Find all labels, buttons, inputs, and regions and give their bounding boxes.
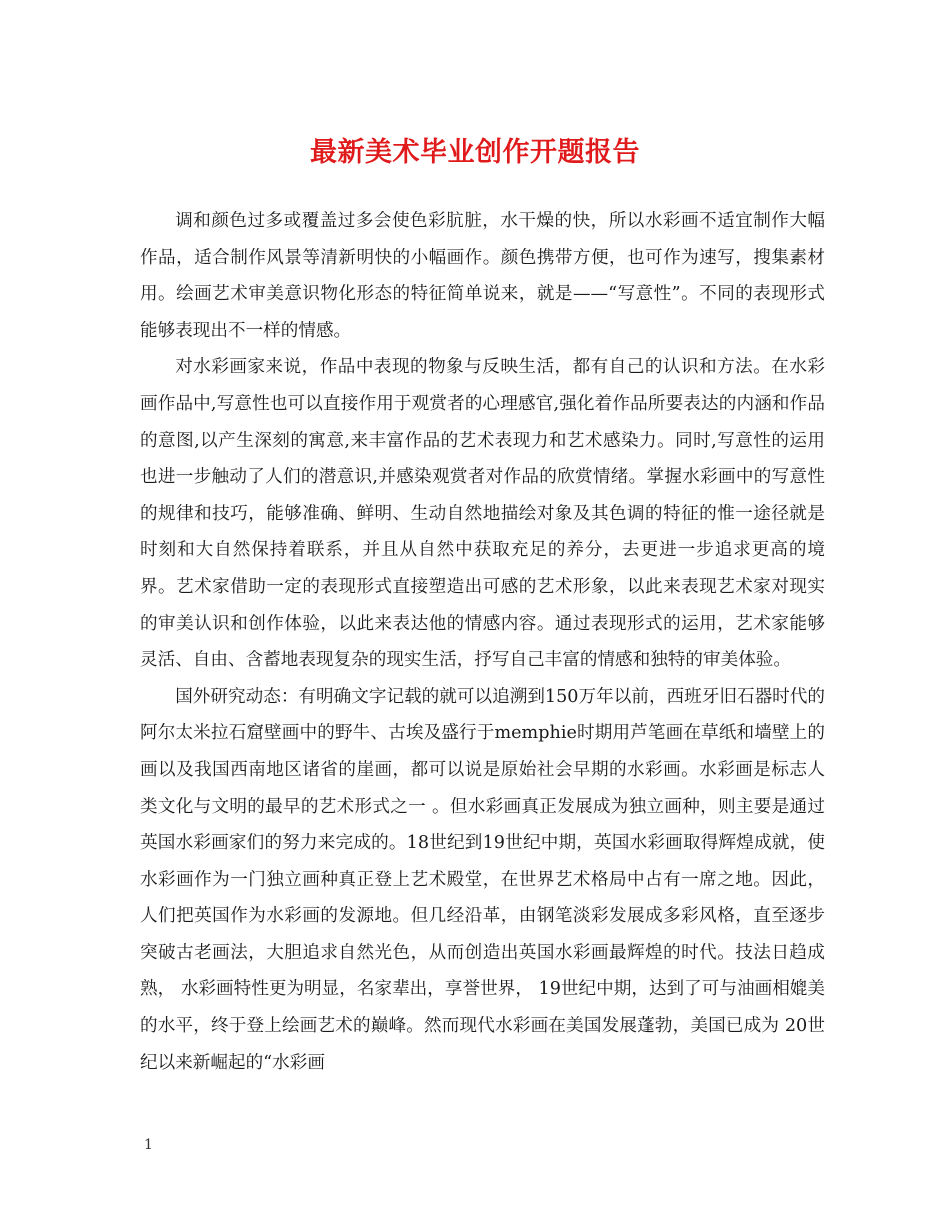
paragraph-1: 调和颜色过多或覆盖过多会使色彩肮脏，水干燥的快，所以水彩画不适宜制作大幅作品，适合制作风景等清新明快的小幅画作。颜色携带方便，也可作为速写，搜集素材用。绘画艺术审美意识物化形态的特征简单说来，就是——“写意性”。不同的表现形式能够表现出不一样的情感。 (140, 211, 825, 341)
document-body (140, 203, 825, 1081)
paragraph-3: 国外研究动态：有明确文字记载的就可以追溯到150万年以前，西班牙旧石器时代的阿尔太米拉石窟壁画中的野牛、古埃及盛行于memphie时期用芦笔画在草纸和墙壁上的画以及我国西南地区诸省的崖画，都可以说是原始社会早期的水彩画。水彩画是标志人类文化与文明的最早的艺术形式之一 。但水彩画真正发展成为独立画种，则主要是通过英国水彩画家们的努力来完成的。18世纪到19世纪中期，英国水彩画取得辉煌成就，使水彩画作为一门独立画种真正登上艺术殿堂，在世界艺术格局中占有一席之地。因此，人们把英国作为水彩画的发源地。但几经沿革，由钢笔淡彩发展成多彩风格，直至逐步突破古老画法，大胆追求自然光色，从而创造出英国水彩画最辉煌的时代。技法日趋成熟， 水彩画特性更为明显，名家辈出，享誉世界， 19世纪中期，达到了可与油画相媲美的水平，终于登上绘画艺术的巅峰。然而现代水彩画在美国发展蓬勃，美国已成为 20世纪以来新崛起的“水彩画 (140, 686, 825, 1073)
page-number: 1 (144, 1137, 153, 1153)
paragraph-2: 对水彩画家来说，作品中表现的物象与反映生活，都有自己的认识和方法。在水彩画作品中,写意性也可以直接作用于观赏者的心理感官,强化着作品所要表达的内涵和作品的意图,以产生深刻的寓意,来丰富作品的艺术表现力和艺术感染力。同时,写意性的运用也进一步触动了人们的潜意识,并感染观赏者对作品的欣赏情绪。掌握水彩画中的写意性的规律和技巧，能够准确、鲜明、生动自然地描绘对象及其色调的特征的惟一途径就是时刻和大自然保持着联系，并且从自然中获取充足的养分，去更进一步追求更高的境界。艺术家借助一定的表现形式直接塑造出可感的艺术形象，以此来表现艺术家对现实的审美认识和创作体验，以此来表达他的情感内容。通过表现形式的运用，艺术家能够灵活、自由、含蓄地表现复杂的现实生活，抒写自己丰富的情感和独特的审美体验。 (140, 357, 825, 671)
document-title: 最新美术毕业创作开题报告 (310, 137, 640, 168)
